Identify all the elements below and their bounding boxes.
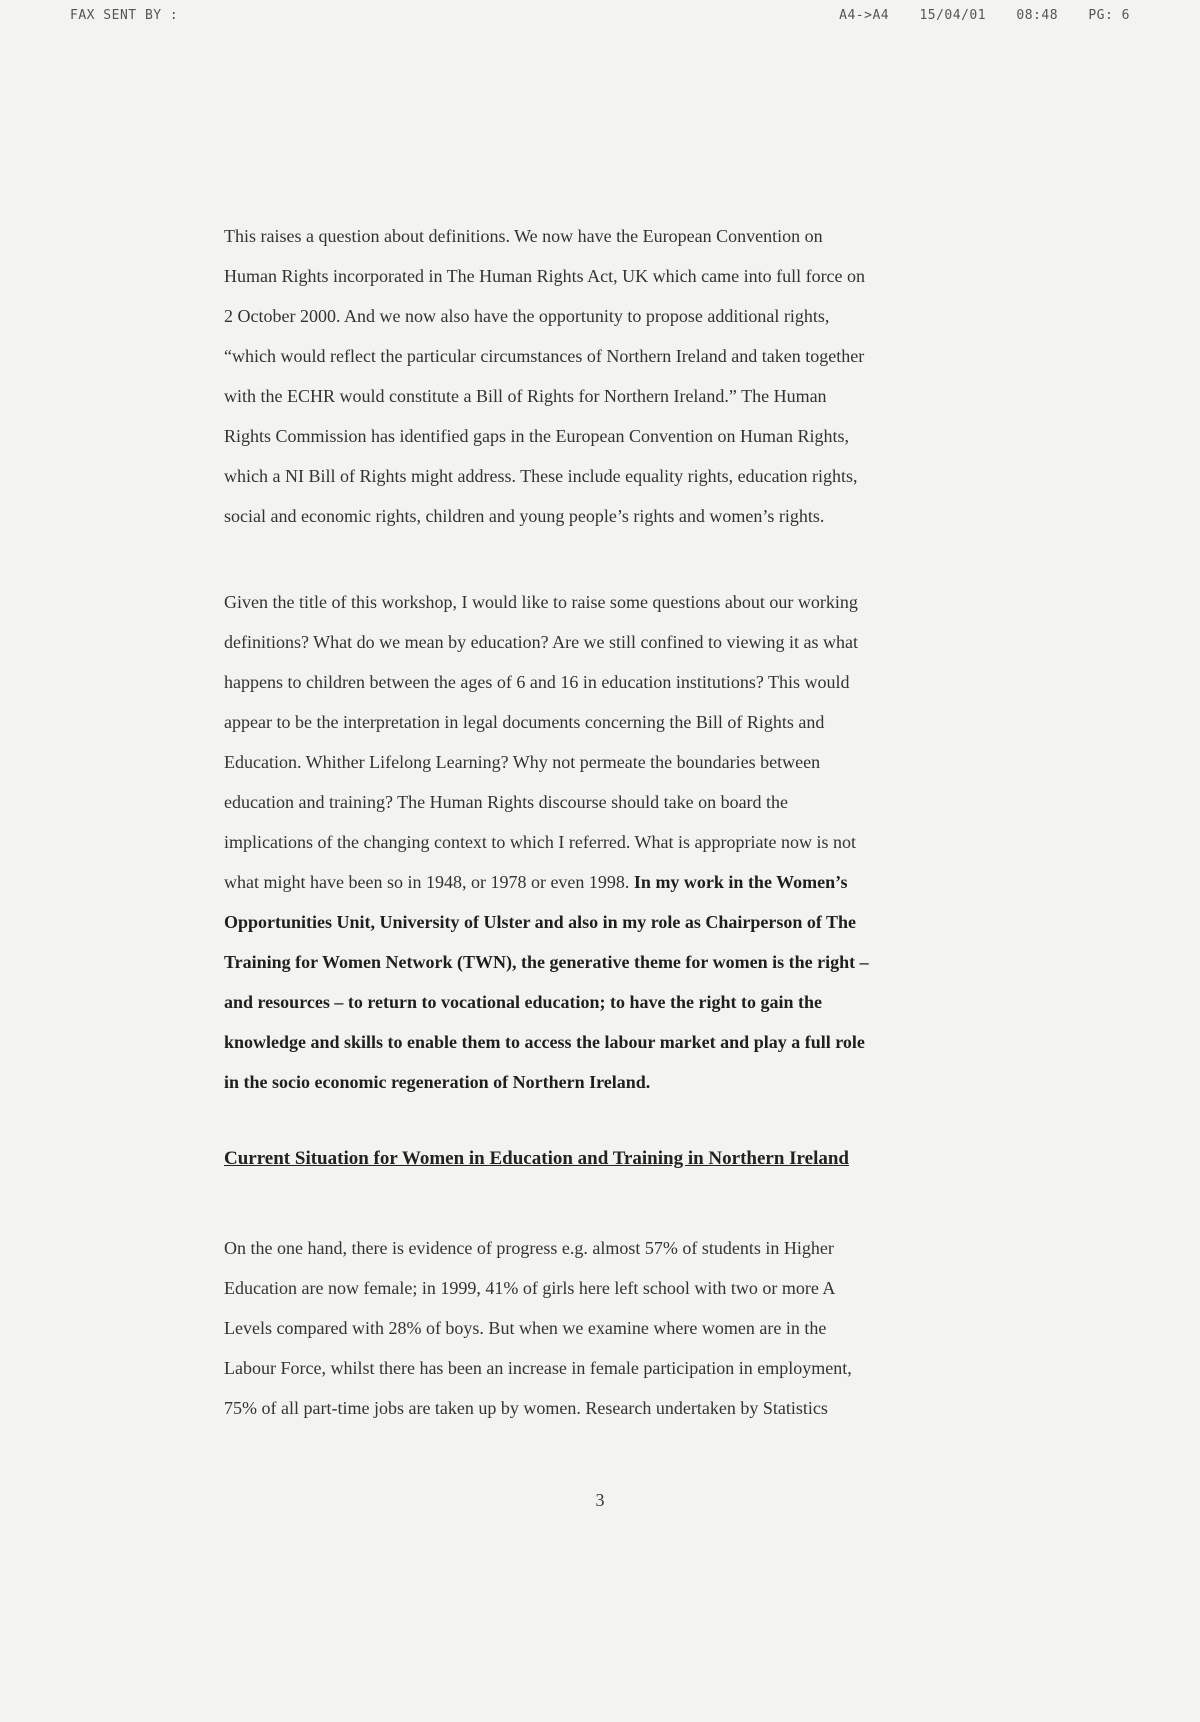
fax-code: A4->A4	[839, 8, 890, 23]
text-line: 75% of all part-time jobs are taken up by women. Research undertaken by Statistics	[224, 1398, 828, 1418]
text-line: which a NI Bill of Rights might address. These include equality rights, education rights,	[224, 466, 858, 486]
bold-text-run: and resources – to return to vocational education; to have the right to gain the	[224, 992, 822, 1012]
bold-text-run: Training for Women Network (TWN), the generative theme for women is the right –	[224, 952, 869, 972]
text-line	[224, 782, 1064, 822]
text-run: happens to children between the ages of 6 and 16 in education institutions? This would	[224, 672, 850, 692]
text-line: Levels compared with 28% of boys. But when we examine where women are in the	[224, 1318, 827, 1338]
text-line	[224, 902, 1064, 942]
text-run: what might have been so in 1948, or 1978 or even 1998.	[224, 872, 634, 892]
bold-text-run: knowledge and skills to enable them to access the labour market and play a full role	[224, 1032, 865, 1052]
text-line: On the one hand, there is evidence of progress e.g. almost 57% of students in Higher	[224, 1238, 834, 1258]
paragraph-workshop	[224, 582, 1064, 1102]
fax-page: PG: 6	[1088, 8, 1130, 23]
paragraph-definitions	[224, 216, 1064, 536]
text-line: social and economic rights, children and young people’s rights and women’s rights.	[224, 506, 825, 526]
text-run: Given the title of this workshop, I would like to raise some questions about our working	[224, 592, 858, 612]
text-line	[224, 1062, 1064, 1102]
text-line	[224, 702, 1064, 742]
text-run: Education. Whither Lifelong Learning? Why not permeate the boundaries between	[224, 752, 821, 772]
fax-sender: FAX SENT BY :	[70, 8, 179, 23]
text-line: Education are now female; in 1999, 41% of girls here left school with two or more A	[224, 1278, 836, 1298]
text-line: Human Rights incorporated in The Human Rights Act, UK which came into full force on	[224, 266, 866, 286]
text-line: “which would reflect the particular circumstances of Northern Ireland and taken together	[224, 346, 865, 366]
page-number: 3	[595, 1490, 605, 1510]
text-line: Labour Force, whilst there has been an increase in female participation in employment,	[224, 1358, 852, 1378]
text-run: education and training? The Human Rights discourse should take on board the	[224, 792, 789, 812]
section-heading: Current Situation for Women in Education and Training in Northern Ireland	[224, 1148, 849, 1169]
text-line	[224, 942, 1064, 982]
text-line: Rights Commission has identified gaps in the European Convention on Human Rights,	[224, 426, 849, 446]
paragraph-current-situation	[224, 1228, 1064, 1428]
bold-text-run: Opportunities Unit, University of Ulster and also in my role as Chairperson of The	[224, 912, 857, 932]
text-line	[224, 582, 1064, 622]
fax-transmission-info	[817, 8, 1130, 23]
text-line	[224, 982, 1064, 1022]
text-line	[224, 742, 1064, 782]
text-run: appear to be the interpretation in legal documents concerning the Bill of Rights and	[224, 712, 825, 732]
text-line: This raises a question about definitions. We now have the European Convention on	[224, 226, 823, 246]
text-line	[224, 862, 1064, 902]
fax-time: 08:48	[1016, 8, 1059, 23]
text-line	[224, 622, 1064, 662]
text-line	[224, 822, 1064, 862]
text-line	[224, 662, 1064, 702]
text-line: 2 October 2000. And we now also have the opportunity to propose additional rights,	[224, 306, 830, 326]
fax-header	[70, 8, 1130, 28]
bold-text-run: In my work in the Women’s	[633, 872, 848, 892]
fax-date: 15/04/01	[919, 8, 987, 23]
text-line: with the ECHR would constitute a Bill of Rights for Northern Ireland.” The Human	[224, 386, 827, 406]
bold-text-run: in the socio economic regeneration of Northern Ireland.	[224, 1072, 651, 1092]
text-run: implications of the changing context to which I referred. What is appropriate now is not	[224, 832, 856, 852]
text-line	[224, 1022, 1064, 1062]
text-run: definitions? What do we mean by education? Are we still confined to viewing it as what	[224, 632, 858, 652]
